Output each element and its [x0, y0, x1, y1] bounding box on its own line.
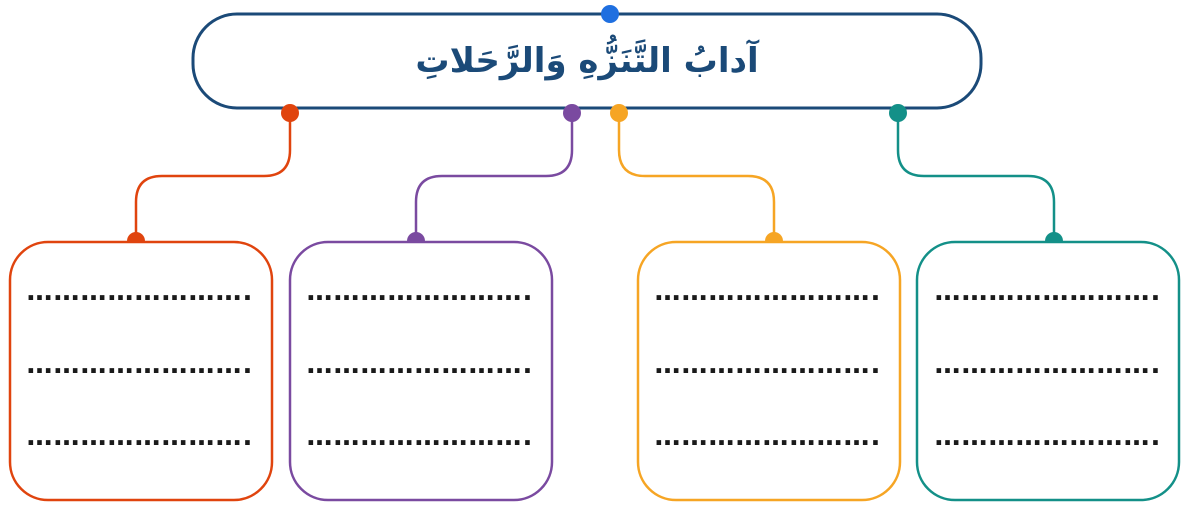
connector-dot-top-purple	[563, 104, 581, 122]
box-purple-line-3[interactable]: …………………….	[306, 422, 534, 452]
box-orange-red	[10, 242, 272, 500]
box-purple-line-1[interactable]: …………………….	[306, 277, 534, 307]
box-orange	[638, 242, 900, 500]
connector-teal	[898, 113, 1054, 241]
connector-dot-top-teal	[889, 104, 907, 122]
box-orange-red-line-2[interactable]: …………………….	[26, 350, 254, 380]
box-purple-line-2[interactable]: …………………….	[306, 350, 534, 380]
box-teal-line-1[interactable]: …………………….	[934, 277, 1162, 307]
title-text: آدابُ التَّنَزُّهِ وَالرَّحَلاتِ	[415, 41, 759, 81]
box-teal-line-3[interactable]: …………………….	[934, 422, 1162, 452]
title-top-dot	[601, 5, 619, 23]
box-orange-line-1[interactable]: …………………….	[654, 277, 882, 307]
box-orange-line-2[interactable]: …………………….	[654, 350, 882, 380]
box-orange-red-line-1[interactable]: …………………….	[26, 277, 254, 307]
connector-orange	[619, 113, 774, 241]
connector-dot-top-orange	[610, 104, 628, 122]
connector-dot-top-orange-red	[281, 104, 299, 122]
connector-purple	[416, 113, 572, 241]
box-orange-red-line-3[interactable]: …………………….	[26, 422, 254, 452]
box-teal	[917, 242, 1179, 500]
box-purple	[290, 242, 552, 500]
box-teal-line-2[interactable]: …………………….	[934, 350, 1162, 380]
box-orange-line-3[interactable]: …………………….	[654, 422, 882, 452]
connector-orange-red	[136, 113, 290, 241]
